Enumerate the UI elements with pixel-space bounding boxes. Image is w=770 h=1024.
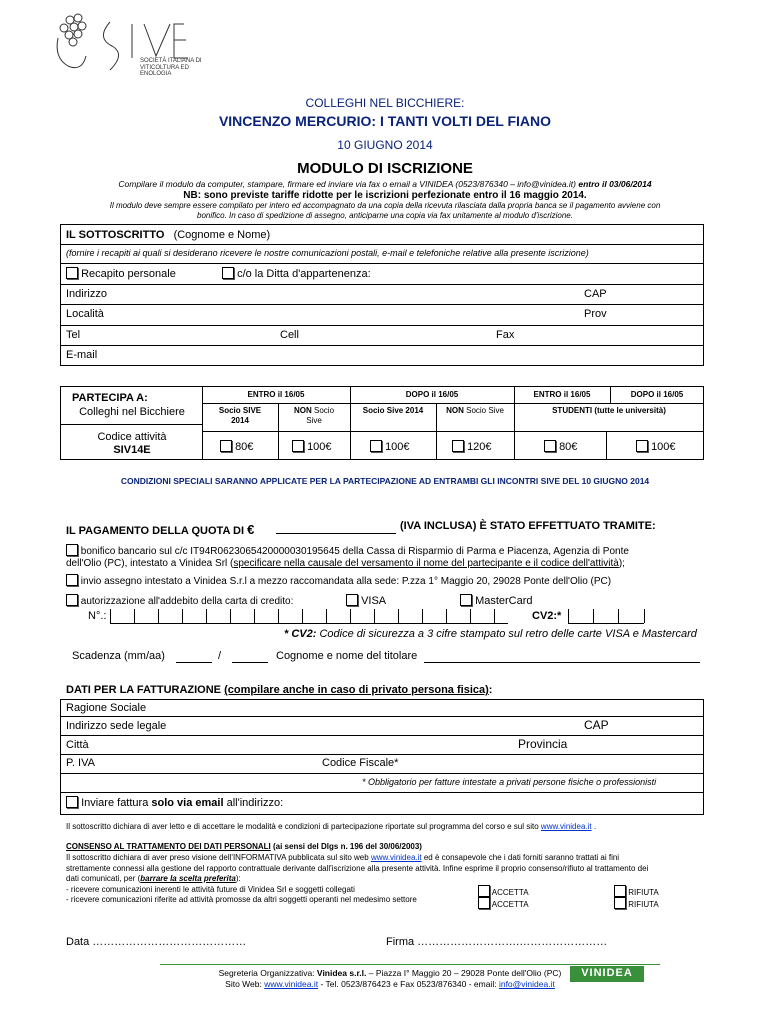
partecipa-label: PARTECIPA A:	[72, 392, 148, 404]
dichiarazione-link[interactable]: www.vinidea.it	[540, 822, 592, 831]
email-fattura-checkbox[interactable]	[66, 796, 78, 808]
obbligatorio-note: * Obbligatorio per fatture intestate a privati persone fisiche o professionisti	[362, 777, 657, 787]
rifiuta-2-option[interactable]: RIFIUTA	[614, 897, 659, 909]
col-entro-1: ENTRO il 16/05	[247, 390, 305, 399]
ragione-sociale-field[interactable]: Ragione Sociale	[66, 702, 147, 714]
quota-input[interactable]	[276, 533, 396, 534]
event-series: COLLEGHI NEL BICCHIERE:	[305, 96, 465, 110]
scadenza-aa-input[interactable]	[232, 662, 268, 663]
bonifico-option[interactable]: bonifico bancario sul c/c IT94R0623065420000030195645 della Cassa di Risparmio di Parma e Piacenza, Agenzia di Ponte dell'Olio (PC), intestato a Vinidea Srl (specificare nella causale del versamento il nome del partecipante e il codice dell'attività);	[66, 546, 629, 569]
ditta-checkbox[interactable]	[222, 267, 234, 279]
rifiuta-2-checkbox[interactable]	[614, 897, 626, 909]
price-option-6[interactable]: 100€	[636, 440, 676, 453]
sottoscritto-label: IL SOTTOSCRITTO (Cognome e Nome)	[66, 229, 271, 241]
titolare-input[interactable]	[424, 662, 700, 663]
condizioni-speciali: CONDIZIONI SPECIALI SARANNO APPLICATE PER LA PARTECIPAZIONE AD ENTRAMBI GLI INCONTRI SIVE DEL 10 GIUGNO 2014	[120, 476, 650, 486]
price-checkbox-4[interactable]	[452, 440, 464, 452]
fatt-cap-field[interactable]: CAP	[584, 718, 609, 732]
price-option-3[interactable]: 100€	[370, 440, 410, 453]
logo-line1: SOCIETÀ ITALIANA DI	[140, 58, 202, 64]
price-option-2[interactable]: 100€	[292, 440, 332, 453]
studenti-header: STUDENTI (tutte le università)	[552, 406, 666, 415]
cell-field[interactable]: Cell	[280, 329, 299, 341]
indirizzo-field[interactable]: Indirizzo	[66, 288, 107, 300]
event-title: VINCENZO MERCURIO: I TANTI VOLTI DEL FIANO	[218, 113, 552, 129]
accetta-1-option[interactable]: ACCETTA	[478, 885, 529, 897]
scadenza-slash: /	[218, 650, 222, 662]
fax-field[interactable]: Fax	[496, 329, 515, 341]
ditta-option[interactable]: c/o la Ditta d'appartenenza:	[222, 267, 371, 280]
price-option-4[interactable]: 120€	[452, 440, 492, 453]
data-field[interactable]: Data ……………………………………	[66, 936, 247, 948]
vinidea-logo: VINIDEA	[570, 966, 644, 982]
visa-option[interactable]: VISA	[346, 594, 386, 607]
socio-sive-2014-a: Socio SIVE	[218, 406, 262, 415]
partecipa-event: Colleghi nel Bicchiere	[79, 406, 185, 418]
iva-label: (IVA INCLUSA) È STATO EFFETTUATO TRAMITE:	[400, 520, 656, 532]
carta-checkbox[interactable]	[66, 594, 78, 606]
non-socio-sive: Sive	[306, 416, 322, 425]
footer-line1: Segreteria Organizzativa: Vinidea s.r.l. – Piazza I° Maggio 20 – 29028 Ponte dell'Olio (PC)	[218, 968, 562, 978]
price-checkbox-3[interactable]	[370, 440, 382, 452]
note2: bonifico. In caso di spedizione di assegno, anticiparne una copia via fax unitamente al modulo d'iscrizione.	[197, 211, 573, 220]
privacy-link[interactable]: www.vinidea.it	[370, 853, 422, 862]
instructions: Compilare il modulo da computer, stampare, firmare ed inviare via fax o email a VINIDEA (0523/876340 – info@vinidea.it) entro il 03/06/2014	[118, 179, 652, 189]
col-dopo-1: DOPO il 16/05	[405, 390, 459, 399]
localita-field[interactable]: Località	[66, 308, 104, 320]
col-entro-2: ENTRO il 16/05	[533, 390, 591, 399]
col-dopo-2: DOPO il 16/05	[630, 390, 684, 399]
pagamento-label: IL PAGAMENTO DELLA QUOTA DI €	[66, 522, 255, 537]
titolare-label: Cognome e nome del titolare	[276, 650, 418, 662]
assegno-option[interactable]: invio assegno intestato a Vinidea S.r.l a mezzo raccomandata alla sede: P.zza 1° Maggio 20, 29028 Ponte dell'Olio (PC)	[66, 574, 611, 587]
footer-email-link[interactable]: info@vinidea.it	[498, 979, 555, 989]
prov-field[interactable]: Prov	[584, 308, 607, 320]
non-socio-header: NON Socio	[293, 406, 335, 415]
cv2-note: * CV2: Codice di sicurezza a 3 cifre stampato sul retro delle carte VISA e Mastercard	[284, 628, 697, 640]
indirizzo-sede-field[interactable]: Indirizzo sede legale	[66, 720, 167, 732]
numero-label: N°.:	[88, 610, 107, 622]
codice-fiscale-field[interactable]: Codice Fiscale*	[322, 757, 399, 769]
email-field[interactable]: E-mail	[66, 349, 98, 361]
price-checkbox-6[interactable]	[636, 440, 648, 452]
accetta-2-checkbox[interactable]	[478, 897, 490, 909]
carta-option[interactable]: autorizzazione all'addebito della carta di credito:	[66, 594, 293, 607]
price-checkbox-1[interactable]	[220, 440, 232, 452]
citta-field[interactable]: Città	[66, 739, 89, 751]
provincia-field[interactable]: Provincia	[518, 737, 568, 751]
mastercard-option[interactable]: MasterCard	[460, 594, 533, 607]
logo-line2: VITICOLTURA ED ENOLOGIA	[140, 65, 189, 77]
rifiuta-1-checkbox[interactable]	[614, 885, 626, 897]
codice-label: Codice attività	[97, 431, 167, 443]
visa-checkbox[interactable]	[346, 594, 358, 606]
piva-field[interactable]: P. IVA	[66, 757, 95, 769]
recapito-personale-option[interactable]: Recapito personale	[66, 267, 176, 280]
mastercard-checkbox[interactable]	[460, 594, 472, 606]
price-checkbox-2[interactable]	[292, 440, 304, 452]
socio-sive-2014-b: 2014	[231, 416, 249, 425]
sottoscritto-info: (fornire i recapiti ai quali si desiderano ricevere le nostre comunicazioni postali, e-mail e telefoniche relative alla presente iscrizione)	[66, 248, 589, 258]
scadenza-mm-input[interactable]	[176, 662, 212, 663]
price-checkbox-5[interactable]	[544, 440, 556, 452]
price-option-5[interactable]: 80€	[544, 440, 577, 453]
event-date: 10 GIUGNO 2014	[337, 138, 433, 152]
cap-field[interactable]: CAP	[584, 288, 607, 300]
non-socio-dopo: NON Socio Sive	[446, 406, 504, 415]
tel-field[interactable]: Tel	[66, 329, 81, 341]
cv2-label: CV2:*	[532, 610, 562, 622]
sive-logo	[52, 8, 202, 80]
firma-field[interactable]: Firma ……………………….……………………	[386, 936, 608, 948]
email-fattura-option[interactable]: Inviare fattura solo via email all'indirizzo:	[66, 796, 283, 809]
privacy-title: CONSENSO AL TRATTAMENTO DEI DATI PERSONALI (ai sensi del Dlgs n. 196 del 30/06/2003)	[66, 842, 422, 851]
recapito-personale-checkbox[interactable]	[66, 267, 78, 279]
dichiarazione: Il sottoscritto dichiara di aver letto e di accettare le modalità e condizioni di partecipazione riportate sul programma del corso e sul sito www.vinidea.it .	[66, 822, 597, 831]
codice-value: SIV14E	[113, 444, 151, 456]
scadenza-label: Scadenza (mm/aa)	[72, 650, 165, 662]
accetta-1-checkbox[interactable]	[478, 885, 490, 897]
footer-site-link[interactable]: www.vinidea.it	[264, 979, 319, 989]
accetta-2-option[interactable]: ACCETTA	[478, 897, 529, 909]
bonifico-checkbox[interactable]	[66, 544, 78, 556]
socio-sive-2014-dopo: Socio Sive 2014	[362, 406, 424, 415]
price-option-1[interactable]: 80€	[220, 440, 253, 453]
privacy-text: Il sottoscritto dichiara di aver preso visione dell'INFORMATIVA pubblicata sul sito web www.vinidea.it ed è consapevole che i dati forniti saranno trattati ai fini strettamente connessi alla gestione del rapporto contrattuale derivante dall'iscrizione alla presente attività. Infine esprime il proprio consenso/rifiuto al trattamento dei dati comunicati, per (barrare la scelta preferita): - ricevere comunicazioni inerenti le attività future di Vinidea Srl e soggetti collegati - ricevere comunicazioni riferite ad attività promosse da altri soggetti operanti nel medesimo settore	[66, 853, 649, 904]
nb-note: NB: sono previste tariffe ridotte per le iscrizioni perfezionate entro il 16 maggio 2014.	[183, 190, 587, 201]
fatturazione-label: DATI PER LA FATTURAZIONE (compilare anche in caso di privato persona fisica):	[66, 684, 493, 696]
form-title: MODULO DI ISCRIZIONE	[297, 160, 473, 177]
note1: Il modulo deve sempre essere compilato per intero ed accompagnato da una copia della ricevuta rilasciata dalla propria banca se il pagamento avviene con	[109, 201, 661, 210]
assegno-checkbox[interactable]	[66, 574, 78, 586]
rifiuta-1-option[interactable]: RIFIUTA	[614, 885, 659, 897]
footer-line2: Sito Web: www.vinidea.it - Tel. 0523/876423 e Fax 0523/876340 - email: info@vinidea.it	[225, 979, 555, 989]
